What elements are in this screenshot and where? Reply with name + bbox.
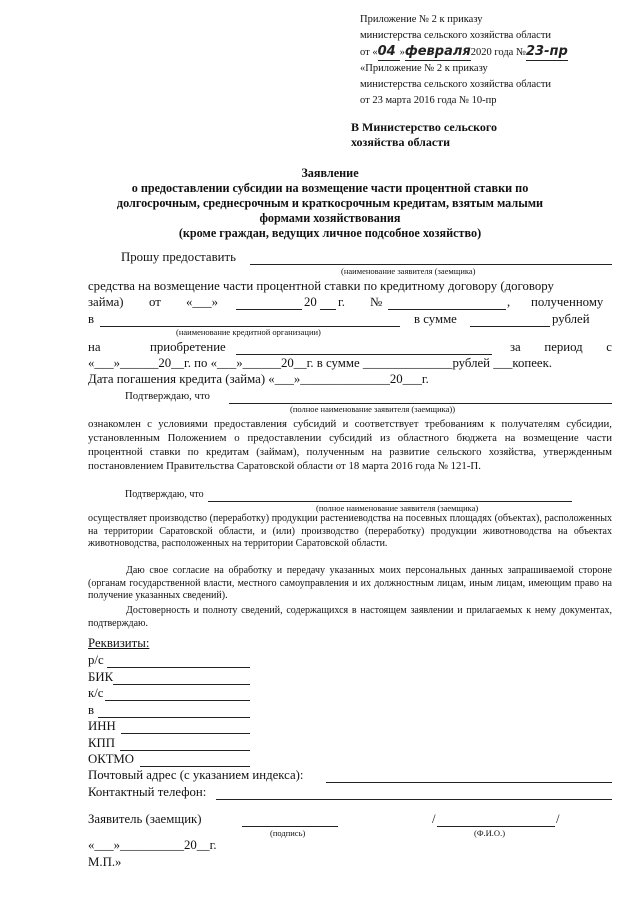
paragraph-accuracy: Достоверность и полноту сведений, содержащихся в настоящем заявлении и прилагаемых к нему документах, подтверждаю. — [88, 605, 612, 629]
title-line-1: о предоставлении субсидии на возмещение части процентной ставки по — [131, 181, 529, 195]
received-word: полученному — [531, 295, 604, 309]
contract-number-field[interactable] — [388, 297, 506, 310]
purchase-purpose-field[interactable] — [236, 342, 492, 355]
inn-label: ИНН — [88, 719, 116, 733]
confirm-applicant-field-1[interactable] — [229, 392, 612, 404]
paragraph-consent: Даю свое согласие на обработку и передачу указанных моих персональных данных запрашиваемой стороне (органам государственной власти, местного самоуправления и их должностным лицам, иным лицам, имеющим право на получение указанных сведений). — [88, 565, 612, 602]
annex-block — [360, 12, 568, 109]
annex-line-1: Приложение № 2 к приказу — [360, 14, 483, 25]
period-line[interactable]: «___»______20__г. по «___»______20__г. в сумме ______________рублей ___копеек. — [88, 356, 552, 370]
stamp-place: М.П.» — [88, 855, 122, 869]
postal-address-field[interactable] — [326, 770, 612, 783]
rubles-word: рублей — [552, 312, 590, 326]
bank-field[interactable] — [98, 705, 250, 718]
bik-field[interactable] — [113, 672, 250, 685]
fio-slash-open: / — [432, 812, 436, 826]
caption-applicant: (наименование заявителя (заемщика) — [341, 266, 476, 276]
title-line-3: формами хозяйствования — [259, 211, 401, 225]
bik-label: БИК — [88, 670, 114, 684]
applicant-signature-label: Заявитель (заемщик) — [88, 812, 202, 826]
account-field[interactable] — [107, 655, 250, 668]
signature-date-line[interactable]: «___»__________20__г. — [88, 838, 217, 852]
contract-year-prefix: 20 — [304, 295, 317, 309]
confirm-label-2: Подтверждаю, что — [125, 489, 204, 500]
contract-year-field[interactable] — [320, 297, 336, 310]
signature-field[interactable] — [242, 814, 338, 827]
in-word: в — [88, 312, 95, 326]
applicant-name-field[interactable] — [250, 252, 612, 265]
annex-handwritten-month: февраля — [404, 44, 471, 59]
credit-sum-field[interactable] — [470, 314, 550, 327]
request-label: Прошу предоставить — [121, 250, 236, 264]
phone-field[interactable] — [216, 787, 612, 800]
paragraph-conditions: ознакомлен с условиями предоставления субсидий и соответствует требованиям к получателям субсидии, установленным Положением о предоставлении субсидий из областного бюджета на возмещение части процентной ставки по кредитам (займам), полученным на развитие сельского хозяйства, утвержденным постановлением Правительства Саратовской области от 18 марта 2016 года № 121-П. — [88, 418, 612, 472]
contract-date-day: «___» — [186, 295, 218, 309]
postal-address-label: Почтовый адрес (с указанием индекса): — [88, 768, 304, 782]
title-line-2: долгосрочным, среднесрочным и краткосрочным кредитам, взятым малыми — [116, 196, 544, 210]
recipient-line-1: В Министерство сельского — [351, 120, 498, 134]
funds-line: средства на возмещение части процентной ставки по кредитному договору (договору — [88, 279, 554, 293]
title-heading: Заявление — [301, 166, 359, 180]
fio-slash-close: / — [556, 812, 560, 826]
recipient-line-2: хозяйства области — [351, 135, 451, 149]
oktmo-label: ОКТМО — [88, 752, 135, 766]
document-title — [50, 166, 610, 241]
bank-label: в — [88, 703, 95, 717]
annex-date-prefix: от « — [360, 47, 378, 58]
credit-org-field[interactable] — [100, 314, 400, 327]
contract-year-suffix: г. — [338, 295, 346, 309]
annex-date-quote: » — [399, 47, 405, 58]
caption-fio: (Ф.И.О.) — [474, 828, 506, 838]
confirm-label-1: Подтверждаю, что — [125, 390, 210, 402]
caption-signature: (подпись) — [270, 828, 306, 838]
from-word: от — [149, 295, 161, 309]
caption-credit-org: (наименование кредитной организации) — [176, 327, 321, 337]
annex-date-year: 2020 года № — [470, 47, 526, 58]
annex-line-3 — [360, 44, 568, 61]
phone-label: Контактный телефон: — [88, 785, 207, 799]
loan-word: займа) — [88, 295, 124, 309]
fio-field[interactable] — [437, 814, 555, 827]
kpp-label: КПП — [88, 736, 116, 750]
for-word: на — [88, 340, 101, 354]
comma: , — [507, 295, 511, 309]
annex-line-4: «Приложение № 2 к приказу — [360, 63, 488, 74]
corr-account-field[interactable] — [105, 688, 250, 701]
confirm-applicant-field-2[interactable] — [208, 491, 572, 502]
paragraph-production: осуществляет производство (переработку) продукции растениеводства на посевных площадях (объектах), расположенных на территории Саратовской области, и (или) производство (переработку) продукции животноводства на объектах животноводства, расположенных на территории Саратовской области. — [88, 513, 612, 550]
kpp-field[interactable] — [120, 738, 250, 751]
annex-handwritten-number: 23-пр — [525, 44, 568, 59]
oktmo-field[interactable] — [140, 754, 250, 767]
recipient-block — [351, 120, 497, 150]
corr-account-label: к/с — [88, 686, 104, 700]
period-from-label: за период с — [510, 340, 612, 354]
repayment-date-line[interactable]: Дата погашения кредита (займа) «___»______________20___г. — [88, 372, 429, 386]
purchase-word: приобретение — [150, 340, 226, 354]
number-sign: № — [370, 295, 383, 309]
caption-full-name-1: (полное наименование заявителя (заемщика)) — [290, 404, 456, 414]
requisites-title: Реквизиты: — [88, 636, 150, 650]
annex-line-5: министерства сельского хозяйства области — [360, 79, 552, 90]
title-line-4: (кроме граждан, ведущих личное подсобное хозяйство) — [178, 226, 482, 240]
annex-handwritten-day: 04 — [378, 44, 400, 61]
caption-full-name-2: (полное наименование заявителя (заемщика) — [316, 503, 479, 513]
contract-date-month-field[interactable] — [236, 297, 302, 310]
annex-line-2: министерства сельского хозяйства области — [360, 30, 552, 41]
annex-line-6: от 23 марта 2016 года № 10-пр — [360, 95, 497, 106]
inn-field[interactable] — [121, 721, 250, 734]
account-label: р/с — [88, 653, 104, 667]
sum-label: в сумме — [414, 312, 457, 326]
